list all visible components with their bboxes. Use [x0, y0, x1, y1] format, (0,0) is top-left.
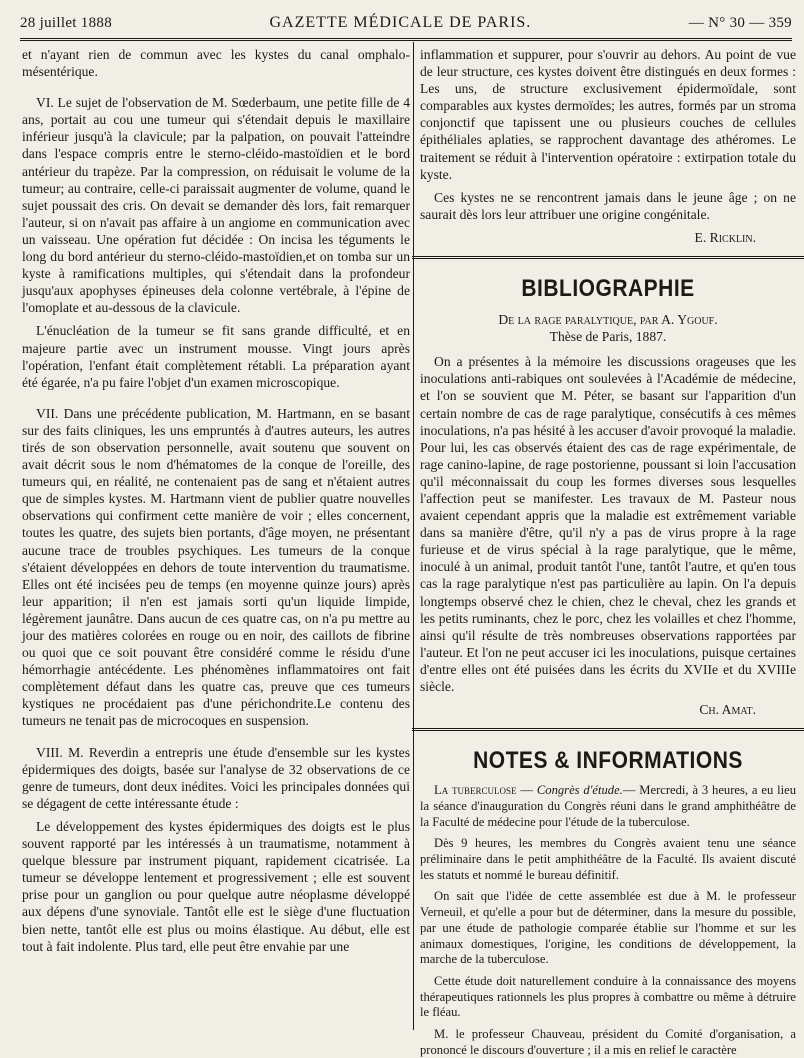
header-date: 28 juillet 1888 [20, 15, 112, 31]
note-label: La tuberculose [434, 783, 517, 798]
note-subtitle: Congrès d'étude. [536, 783, 623, 798]
right-column [420, 46, 796, 1057]
left-column [22, 46, 410, 1030]
header-issue-page: — N° 30 — 359 [688, 15, 792, 31]
notes-section [420, 783, 796, 1058]
thesis-line: Thèse de Paris, 1887. [549, 329, 667, 345]
review-paragraph: On a présentes à la mémoire les discussions orageuses que les inoculations anti-rabiques ont soulevées à l'Académie de médecine, et l'on se souvient que M. Péter, se basant sur l'apparition d'un certain nombre de cas de rage paralytique, consécutifs à ces mêmes inoculations, n'a pas hésité à les accuser d'avoir provoqué la maladie. Pour lui, les cas observés étaient des cas de rage expérimentale, de rage canino-lapine, de rage postorienne, poussant si loin l'accusation qu'il méconnaissait du coup les formes diverses sous lesquelles l'affection peut se manifester. Les travaux de M. Pasteur nous avaient cependant appris que la maladie est extrêmement variable dans sa manière d'être, qu'il n'y a pas de virus propre à la rage furieuse et de virus spécial à la rage paralytique, que le même, inoculé à un animal, produit tantôt l'une, tantôt l'autre, et qu'en tous cas la rage paralytique n'est pas particulière au lapin. On l'a depuis longtemps observé chez le chien, chez le cheval, chez les grands et les petits ruminants, chez le porc, chez les volailles et chez l'homme, ainsi qu'il résulte de très nombreuses observations rapportées par l'auteur. Et l'on ne peut accuser ici les inoculations, puisque certaines d'entre elles ont été puisées dans les écrits du XVIIe et du XVIIIe siècle. [420, 354, 796, 694]
paragraph-section-viii: VIII. M. Reverdin a entrepris une étude d'ensemble sur les kystes épidermiques des doigts, basée sur l'analyse de 32 observations de ce genre de tumeurs, dont deux inédites. Voici les principales données qui se dégagent de cette intéressante étude : [22, 744, 410, 811]
notes-heading: NOTES & INFORMATIONS [473, 747, 743, 774]
section-separator [412, 728, 804, 731]
signature: Ch. Amat. [699, 702, 756, 718]
paragraph: Ces kystes ne se rencontrent jamais dans le jeune âge ; on ne saurait dès lors leur attribuer une origine congénitale. [420, 189, 796, 222]
note-paragraph: Cette étude doit naturellement conduire à la connaissance des moyens thérapeutiques rationnels les plus propres à combattre ou même à détruire le fléau. [420, 973, 796, 1020]
note-paragraph: On sait que l'idée de cette assemblée est due à M. le professeur Verneuil, et qu'elle a pour but de déterminer, dans la mesure du possible, par une étude de pathologie comparée établie sur l'homme et sur les animaux domestiques, l'origine, les conditions de développement, la marche de la tuberculose. [420, 889, 796, 967]
header-title: GAZETTE MÉDICALE DE PARIS. [269, 14, 532, 31]
paragraph-section-vi: VI. Le sujet de l'observation de M. Sœderbaum, une petite fille de 4 ans, portait au cou une tumeur qui s'étendait depuis le maxillaire inférieur jusqu'à la clavicule; par la palpation, on pouvait l'atteindre dans l'espace compris entre le sterno-cléido-mastoïdien et le bord antérieur du trapèze. Par la compression, on réduisait le volume de la tumeur; au contraire, celle-ci paraissait augmenter de volume, quand le sujet poussait des cris. On devait se demander dès lors, fait remarquer l'auteur, si on n'avait pas affaire à un angiome en communication avec un vaisseau. Une opération fut décidée : On incisa les téguments le long du bord antérieur du sterno-cléido-mastoïdien,et on tomba sur un kyste à ramifications multiples, qui s'étendait dans la profondeur jusqu'aux apophyses épineuses dela colonne vertébrale, à l'épine de l'omoplate et au-dessous de la clavicule. [22, 95, 410, 316]
column-divider [413, 42, 414, 1030]
page-header [20, 14, 792, 36]
note-item: La tuberculose — Congrès d'étude.— Mercredi, à 3 heures, a eu lieu la séance d'inauguration du Congrès réuni dans le grand amphithéâtre de la Faculté de médecine pour l'étude de la tuberculose. [420, 783, 796, 829]
paragraph: L'énucléation de la tumeur se fit sans grande difficulté, et en majeure partie avec un instrument mousse. Vingt jours après l'opération, l'enfant était complètement rétabli. La préparation ayant été égarée, n'a pu faire l'objet d'un examen microscopique. [22, 323, 410, 390]
note-paragraph: Dès 9 heures, les membres du Congrès avaient tenu une séance préliminaire dans le petit amphithéâtre de la Faculté. Ils avaient discuté les statuts et nommé le bureau définitif. [420, 836, 796, 882]
signature: E. Ricklin. [694, 229, 756, 245]
header-rule [20, 38, 792, 41]
paragraph: inflammation et suppurer, pour s'ouvrir au dehors. Au point de vue de leur structure, ces kystes doivent être distingués en deux formes : Les uns, de structure exclusivement épidermoïdale, sont comparables aux kystes dermoïdes; les autres, formés par un stroma conjonctif que tapissent une ou plusieurs couches de cellules épithéliales aplaties, se rapprochent davantage des athéromes. Le traitement se réduit à l'intervention opératoire : extirpation totale du kyste. [420, 47, 796, 182]
paragraph: et n'ayant rien de commun avec les kystes du canal omphalo-mésentérique. [22, 47, 410, 80]
bibliographie-heading: BIBLIOGRAPHIE [521, 275, 695, 302]
section-separator [412, 256, 804, 259]
note-paragraph: M. le professeur Chauveau, président du Comité d'organisation, a prononcé le discours d'ouverture ; il a mis en relief le caractère [420, 1027, 796, 1057]
book-reference: De la rage paralytique, par A. Ygouf. [498, 312, 718, 328]
note-text: — Mercredi, à 3 heures, a eu lieu la séance d'inauguration du Congrès réuni dans le grand amphithéâtre de la Faculté de médecine pour l'étude de la tuberculose. [420, 783, 796, 829]
paragraph-section-vii: VII. Dans une précédente publication, M. Hartmann, en se basant sur des faits cliniques, les uns empruntés à d'autres auteurs, les autres tirés de son observation personnelle, avait soutenu que souvent on avait décrit sous le nom d'hématomes de la conque de l'oreille, des tumeurs qui, en réalité, ne contenaient pas de sang et n'étaient autres que de simples kystes. M. Hartmann vient de publier quatre nouvelles observations qui confirment cette manière de voir ; elles concernent, toutes les quatre, des sujets bien portants, d'âge moyen, ne présentant aucune trace de troubles psychiques. Les tumeurs de la conque s'étaient développées en dehors de toute intervention du traumatisme. Elles ont été incisées peu de temps (en moyenne quinze jours) après leur apparition; il n'en est jamais sorti qu'un liquide limpide, légèrement jaunâtre. Dans aucun de ces quatre cas, on n'a pu mettre au jour des matières colorées en rouge ou en noir, des caillots de fibrine ou quoi que ce soit pouvant être considéré comme le résidu d'une hémorrhagie antécédente. Les phénomènes inflammatoires ont fait complètement défaut dans les quatre cas, preuve que ces tumeurs kystiques ne procédaient pas d'une périchondrite.Le contenu des tumeurs ne tenait pas de microcoques en suspension. [22, 405, 410, 729]
paragraph: Le développement des kystes épidermiques des doigts est le plus souvent rapporté par les intéressés à un traumatisme, notamment à quelque blessure par instrument piquant, rapidement cicatrisée. La tumeur se développe lentement et progressivement ; elle est souvent prise pour un ganglion ou pour quelque autre néoplasme développé aux dépens d'une synoviale. Tantôt elle est le siège d'une fluctuation bien nette, tantôt elle est plus ou moins élastique. Au début, elle est tout à fait indolente. Plus tard, elle peut être envahie par une [22, 818, 410, 954]
